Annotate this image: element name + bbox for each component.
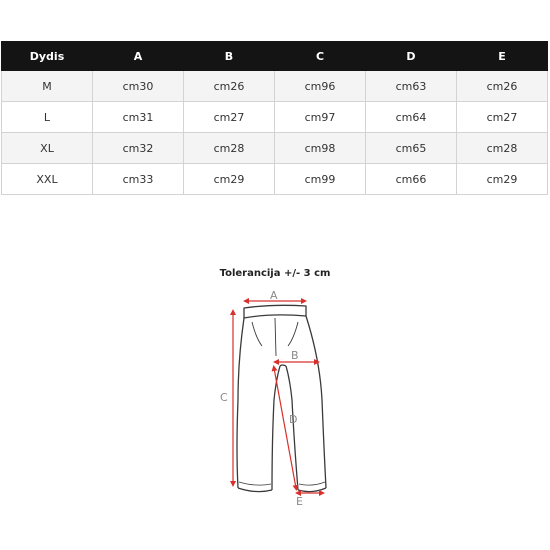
label-c: C (220, 391, 228, 404)
table-cell: cm26 (184, 71, 275, 102)
table-cell: cm99 (275, 164, 366, 195)
table-cell: cm29 (457, 164, 548, 195)
label-b: B (291, 349, 299, 362)
table-cell: cm28 (184, 133, 275, 164)
table-cell: cm96 (275, 71, 366, 102)
table-cell: cm30 (93, 71, 184, 102)
tolerance-note: Tolerancija +/- 3 cm (219, 268, 331, 279)
table-cell: L (2, 102, 93, 133)
table-cell: cm97 (275, 102, 366, 133)
table-cell: cm27 (184, 102, 275, 133)
table-cell: M (2, 71, 93, 102)
table-cell: cm28 (457, 133, 548, 164)
label-e: E (296, 495, 303, 508)
table-cell: cm29 (184, 164, 275, 195)
table-cell: cm63 (366, 71, 457, 102)
table-cell: cm27 (457, 102, 548, 133)
table-cell: XL (2, 133, 93, 164)
label-d: D (289, 413, 298, 426)
header-b: B (184, 42, 275, 71)
table-cell: cm98 (275, 133, 366, 164)
header-size: Dydis (2, 42, 93, 71)
label-a: A (270, 289, 278, 302)
header-a: A (93, 42, 184, 71)
header-e: E (457, 42, 548, 71)
header-c: C (275, 42, 366, 71)
table-cell: cm26 (457, 71, 548, 102)
measurement-lines (233, 301, 322, 493)
header-d: D (366, 42, 457, 71)
table-cell: cm31 (93, 102, 184, 133)
trousers-outline-icon (237, 305, 326, 491)
table-cell: cm64 (366, 102, 457, 133)
measure-line-d (274, 368, 296, 488)
table-cell: cm33 (93, 164, 184, 195)
table-cell: cm32 (93, 133, 184, 164)
table-cell: XXL (2, 164, 93, 195)
table-cell: cm65 (366, 133, 457, 164)
table-cell: cm66 (366, 164, 457, 195)
